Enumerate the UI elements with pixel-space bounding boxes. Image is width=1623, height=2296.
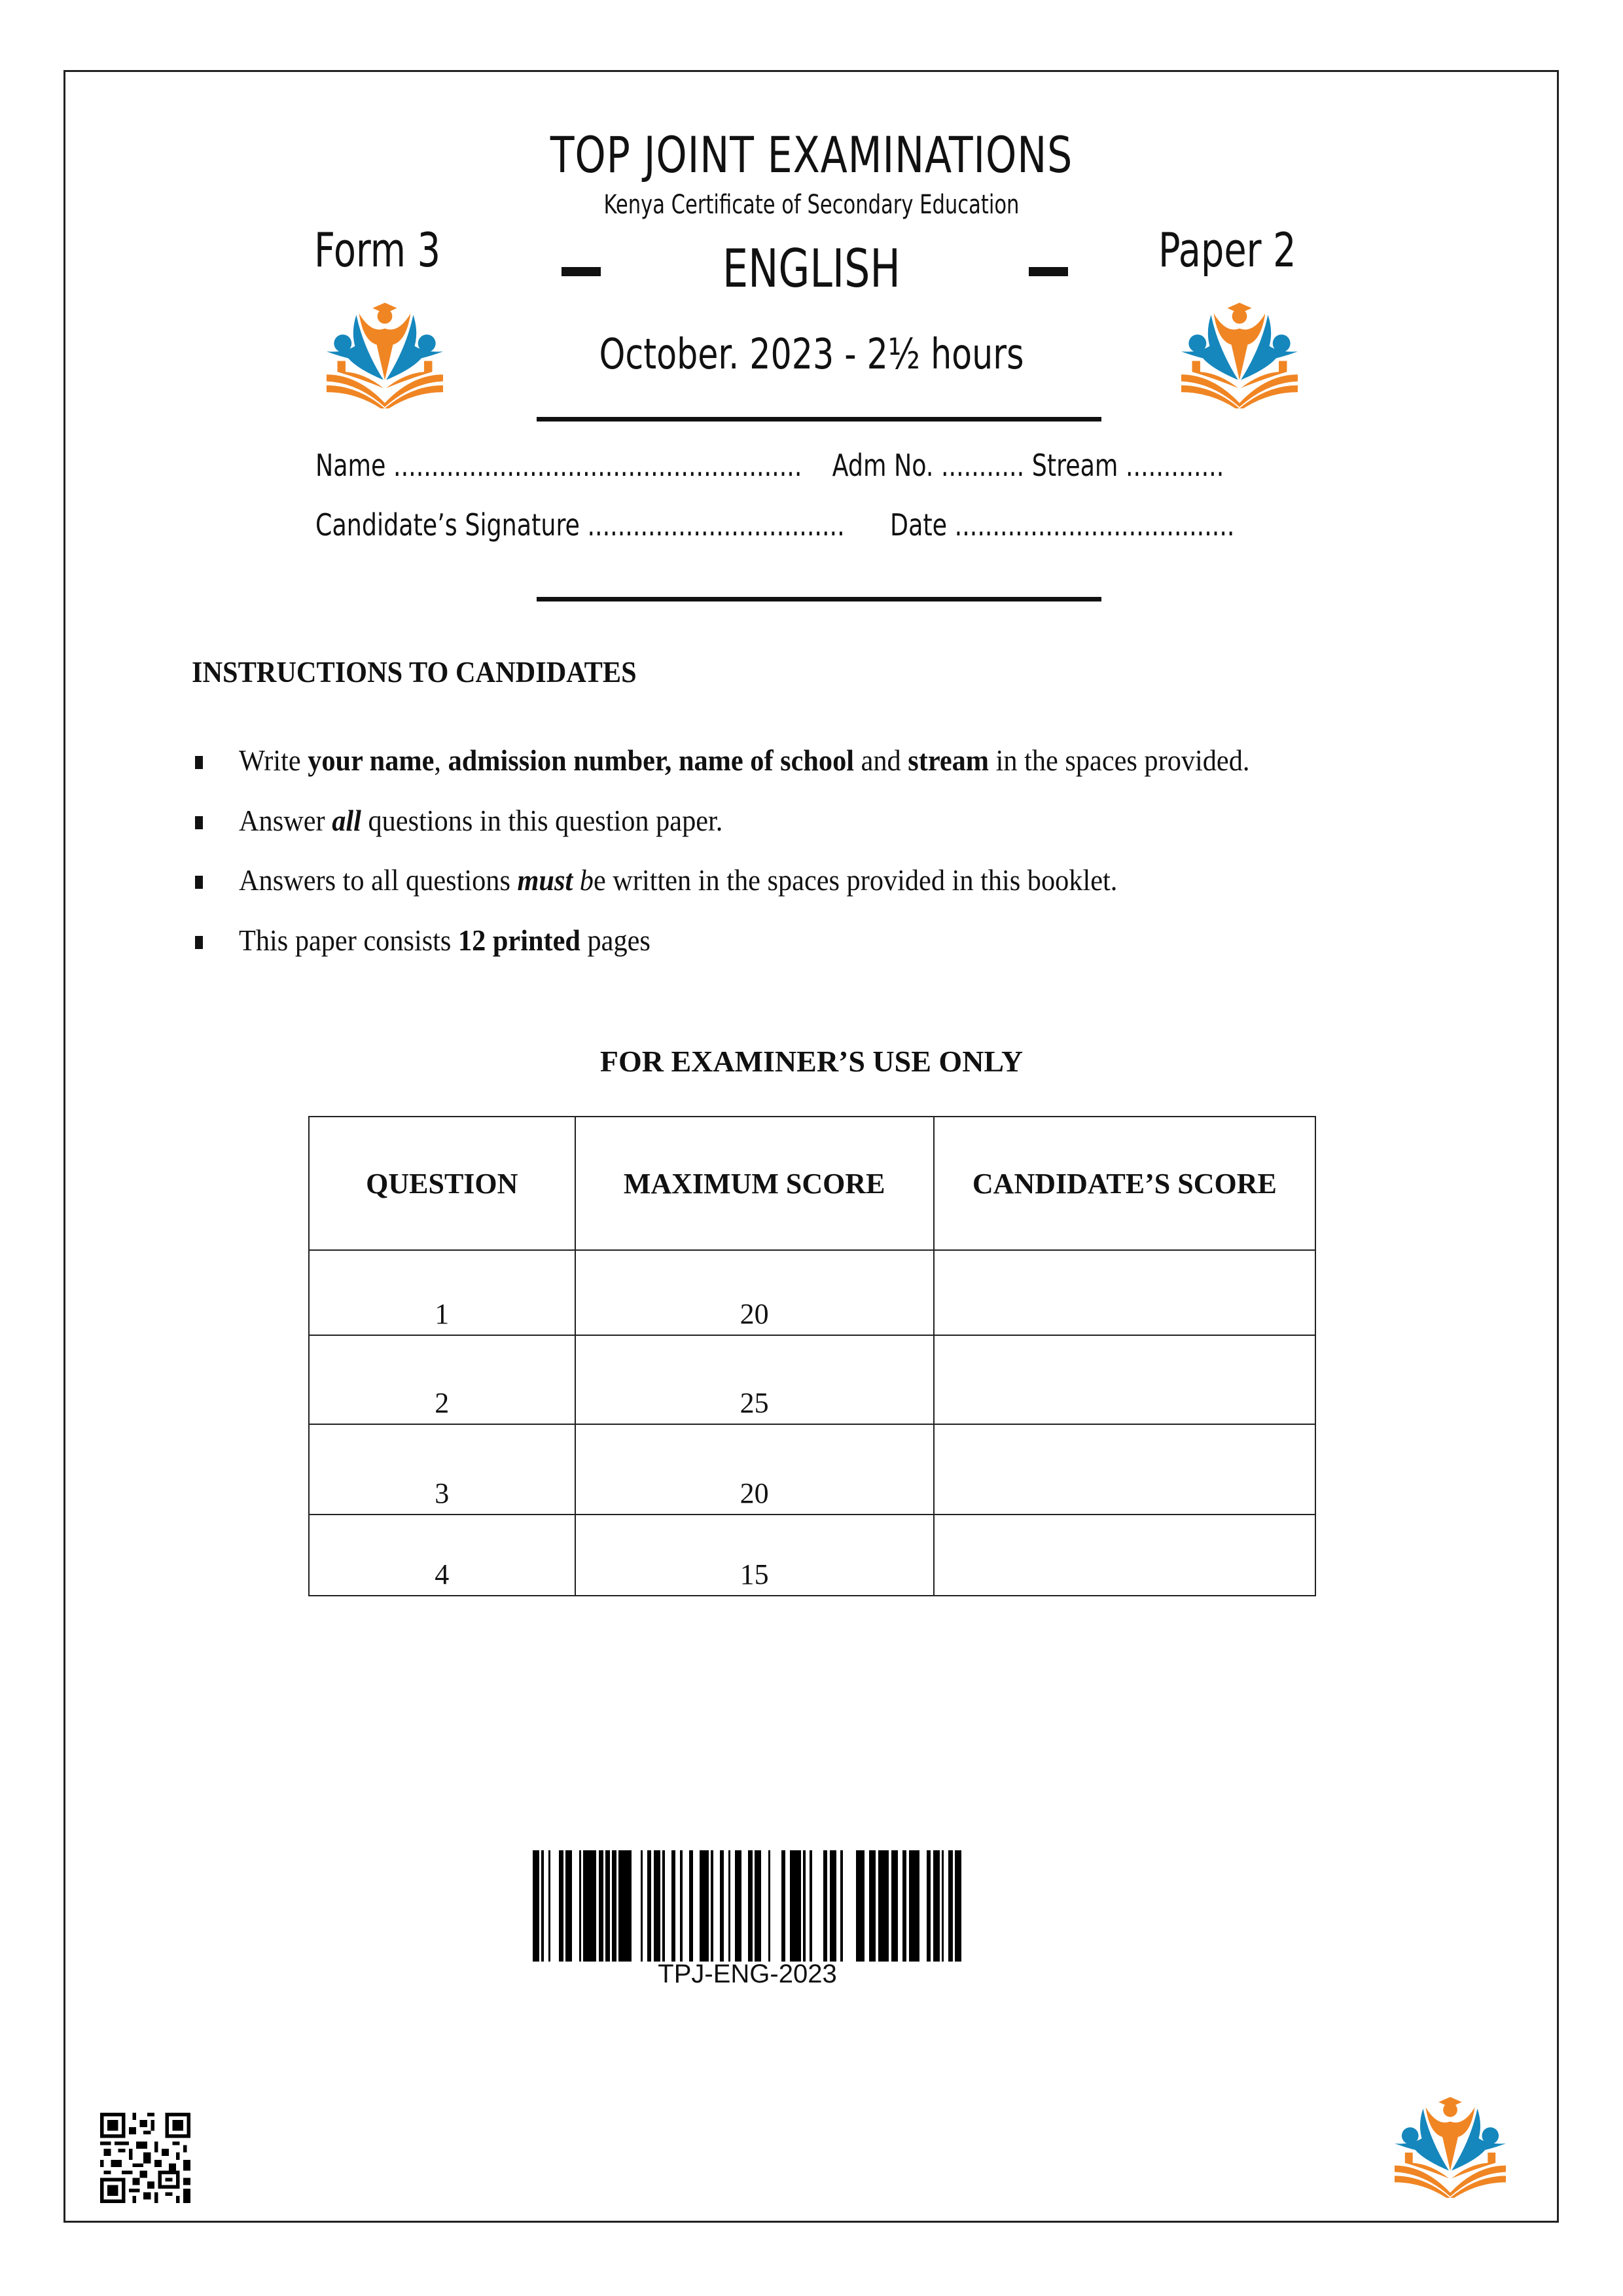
header-rule-bottom <box>537 597 1101 601</box>
table-row <box>309 1335 1315 1424</box>
instruction-item: Answers to all questions must be written in the spaces provided in this booklet. <box>239 863 1118 897</box>
signature-field[interactable]: .................................. <box>587 507 845 543</box>
table-row <box>309 1424 1315 1515</box>
max-score: 20 <box>575 1424 934 1515</box>
name-field[interactable]: ...................................................... <box>393 448 802 483</box>
qr-code-icon <box>100 2113 190 2203</box>
instruction-item: This paper consists 12 printed pages <box>239 924 651 957</box>
candidate-info-row-2 <box>315 507 1234 543</box>
adm-field[interactable]: ........... <box>940 448 1025 483</box>
form-label: Form 3 <box>314 223 441 278</box>
examiner-heading: FOR EXAMINER’S USE ONLY <box>599 1045 1024 1078</box>
column-header-max-score: MAXIMUM SCORE <box>575 1117 934 1250</box>
candidate-score-cell[interactable] <box>934 1335 1315 1424</box>
paper-label: Paper 2 <box>1158 223 1296 278</box>
exam-title: TOP JOINT EXAMINATIONS <box>550 126 1073 184</box>
candidate-score-cell[interactable] <box>934 1515 1315 1596</box>
column-header-question: QUESTION <box>309 1117 575 1250</box>
instruction-item: Answer all questions in this question paper. <box>239 804 723 837</box>
exam-subtitle: Kenya Certificate of Secondary Education <box>603 190 1020 220</box>
instruction-item: Write your name, admission number, name of school and stream in the spaces provided. <box>239 744 1250 777</box>
subject-title: ENGLISH <box>722 238 901 299</box>
school-logo-footer-icon <box>1385 2088 1516 2198</box>
bullet-icon <box>195 936 203 949</box>
score-table-header <box>309 1117 1315 1250</box>
name-label: Name <box>315 448 386 483</box>
signature-label: Candidate’s Signature <box>315 507 580 543</box>
bullet-icon <box>195 876 203 889</box>
question-number: 2 <box>309 1335 575 1424</box>
dash-right <box>1029 267 1068 276</box>
header-rule-top <box>537 417 1101 422</box>
candidate-info-row-1 <box>315 448 1224 483</box>
max-score: 25 <box>575 1335 934 1424</box>
table-row <box>309 1515 1315 1596</box>
stream-label: Stream <box>1031 448 1118 483</box>
max-score: 20 <box>575 1250 934 1335</box>
bullet-icon <box>195 816 203 829</box>
max-score: 15 <box>575 1515 934 1596</box>
date-label: Date <box>890 507 948 543</box>
question-number: 3 <box>309 1424 575 1515</box>
adm-label: Adm No. <box>832 448 934 483</box>
barcode-label: TPJ-ENG-2023 <box>658 1960 837 1988</box>
question-number: 4 <box>309 1515 575 1596</box>
stream-field[interactable]: ............. <box>1125 448 1224 483</box>
barcode-icon <box>533 1850 962 1962</box>
candidate-score-cell[interactable] <box>934 1250 1315 1335</box>
score-table <box>308 1116 1316 1596</box>
exam-date-duration: October. 2023 - 2½ hours <box>599 331 1024 379</box>
instructions-heading: INSTRUCTIONS TO CANDIDATES <box>192 655 637 689</box>
date-field[interactable]: ..................................... <box>954 507 1235 543</box>
table-row <box>309 1250 1315 1335</box>
bullet-icon <box>195 756 203 769</box>
question-number: 1 <box>309 1250 575 1335</box>
candidate-score-cell[interactable] <box>934 1424 1315 1515</box>
column-header-candidate-score: CANDIDATE’S SCORE <box>934 1117 1315 1250</box>
